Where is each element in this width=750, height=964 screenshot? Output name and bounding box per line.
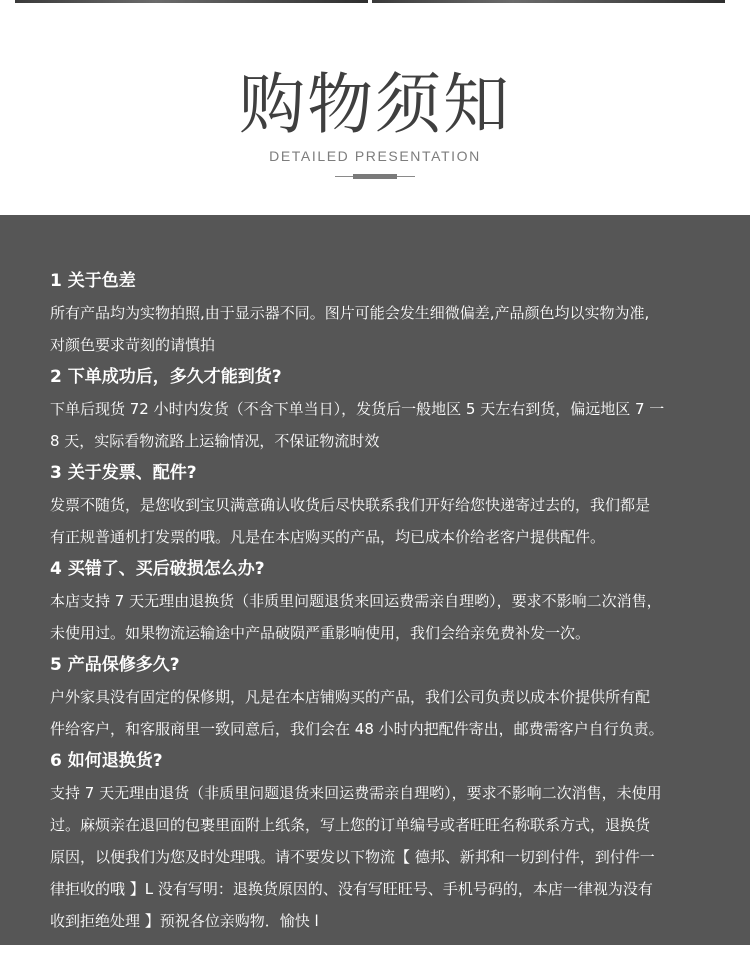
faq-question-6: 6 如何退换货? — [50, 751, 163, 771]
faq-question-1: 1 关于色差 — [50, 271, 136, 291]
faq-answer-line: 支持 7 天无理由退货（非质里问题退货来回运费需亲自理哟），要求不影响二次消售，未使用 — [50, 784, 662, 802]
faq-list — [50, 265, 710, 937]
faq-answer-line: 有正规普通机打发票的哦。凡是在本店购买的产品，均已成本价给老客户提供配件。 — [50, 528, 606, 546]
faq-answer-line: 对颜色要求苛刻的请慎拍 — [50, 336, 216, 354]
faq-answer-line: 过。麻烦亲在退回的包裹里面附上纸条，写上您的订单编号或者旺旺名称联系方式，退换货 — [50, 816, 651, 834]
product-photo-right-edge — [372, 0, 725, 3]
product-photo-left-edge — [15, 0, 368, 3]
page-title: 购物须知 — [239, 66, 511, 143]
faq-answer-line: 发票不随货，是您收到宝贝满意确认收货后尽快联系我们开好给您快递寄过去的，我们都是 — [50, 496, 651, 514]
faq-answer-line: 原因，以便我们为您及时处理哦。请不要发以下物流【 德邦、新邦和一切到付件，到付件一 — [50, 848, 655, 866]
page-subtitle: DETAILED PRESENTATION — [269, 148, 481, 164]
bottom-margin — [0, 945, 750, 964]
faq-answer-line: 所有产品均为实物拍照,由于显示器不同。图片可能会发生细微偏差,产品颜色均以实物为准, — [50, 304, 650, 322]
faq-answer-line: 本店支持 7 天无理由退换货（非质里问题退货来回运费需亲自理哟），要求不影响二次消售， — [50, 592, 662, 610]
faq-panel — [0, 215, 750, 945]
title-divider — [335, 172, 415, 180]
faq-answer-line: 件给客户，和客服商里一致同意后，我们会在 48 小时内把配件寄出，邮费需客户自行负责。 — [50, 720, 664, 738]
faq-answer-line: 8 天，实际看物流路上运输情况，不保证物流时效 — [50, 432, 380, 450]
divider-bar — [353, 174, 397, 179]
faq-question-4: 4 买错了、买后破损怎么办? — [50, 559, 265, 579]
section-header — [0, 60, 750, 180]
faq-answer-line: 下单后现货 72 小时内发货（不含下单当日），发货后一般地区 5 天左右到货，偏远地区 7 一 — [50, 400, 665, 418]
faq-question-3: 3 关于发票、配件? — [50, 463, 197, 483]
faq-question-5: 5 产品保修多久? — [50, 655, 180, 675]
faq-answer-line: 收到拒绝处理 】预祝各位亲购物．愉快 l — [50, 912, 319, 930]
faq-answer-line: 户外家具没有固定的保修期，凡是在本店铺购买的产品，我们公司负责以成本价提供所有配 — [50, 688, 651, 706]
top-image-strip — [0, 0, 750, 6]
faq-answer-line: 律拒收的哦 】L 没有写明：退换货原因的、没有写旺旺号、手机号码的，本店一律视为没有 — [50, 880, 653, 898]
faq-answer-line: 未使用过。如果物流运输途中产品破陨严重影响使用，我们会给亲免费补发一次。 — [50, 624, 591, 642]
faq-question-2: 2 下单成功后，多久才能到货? — [50, 367, 282, 387]
